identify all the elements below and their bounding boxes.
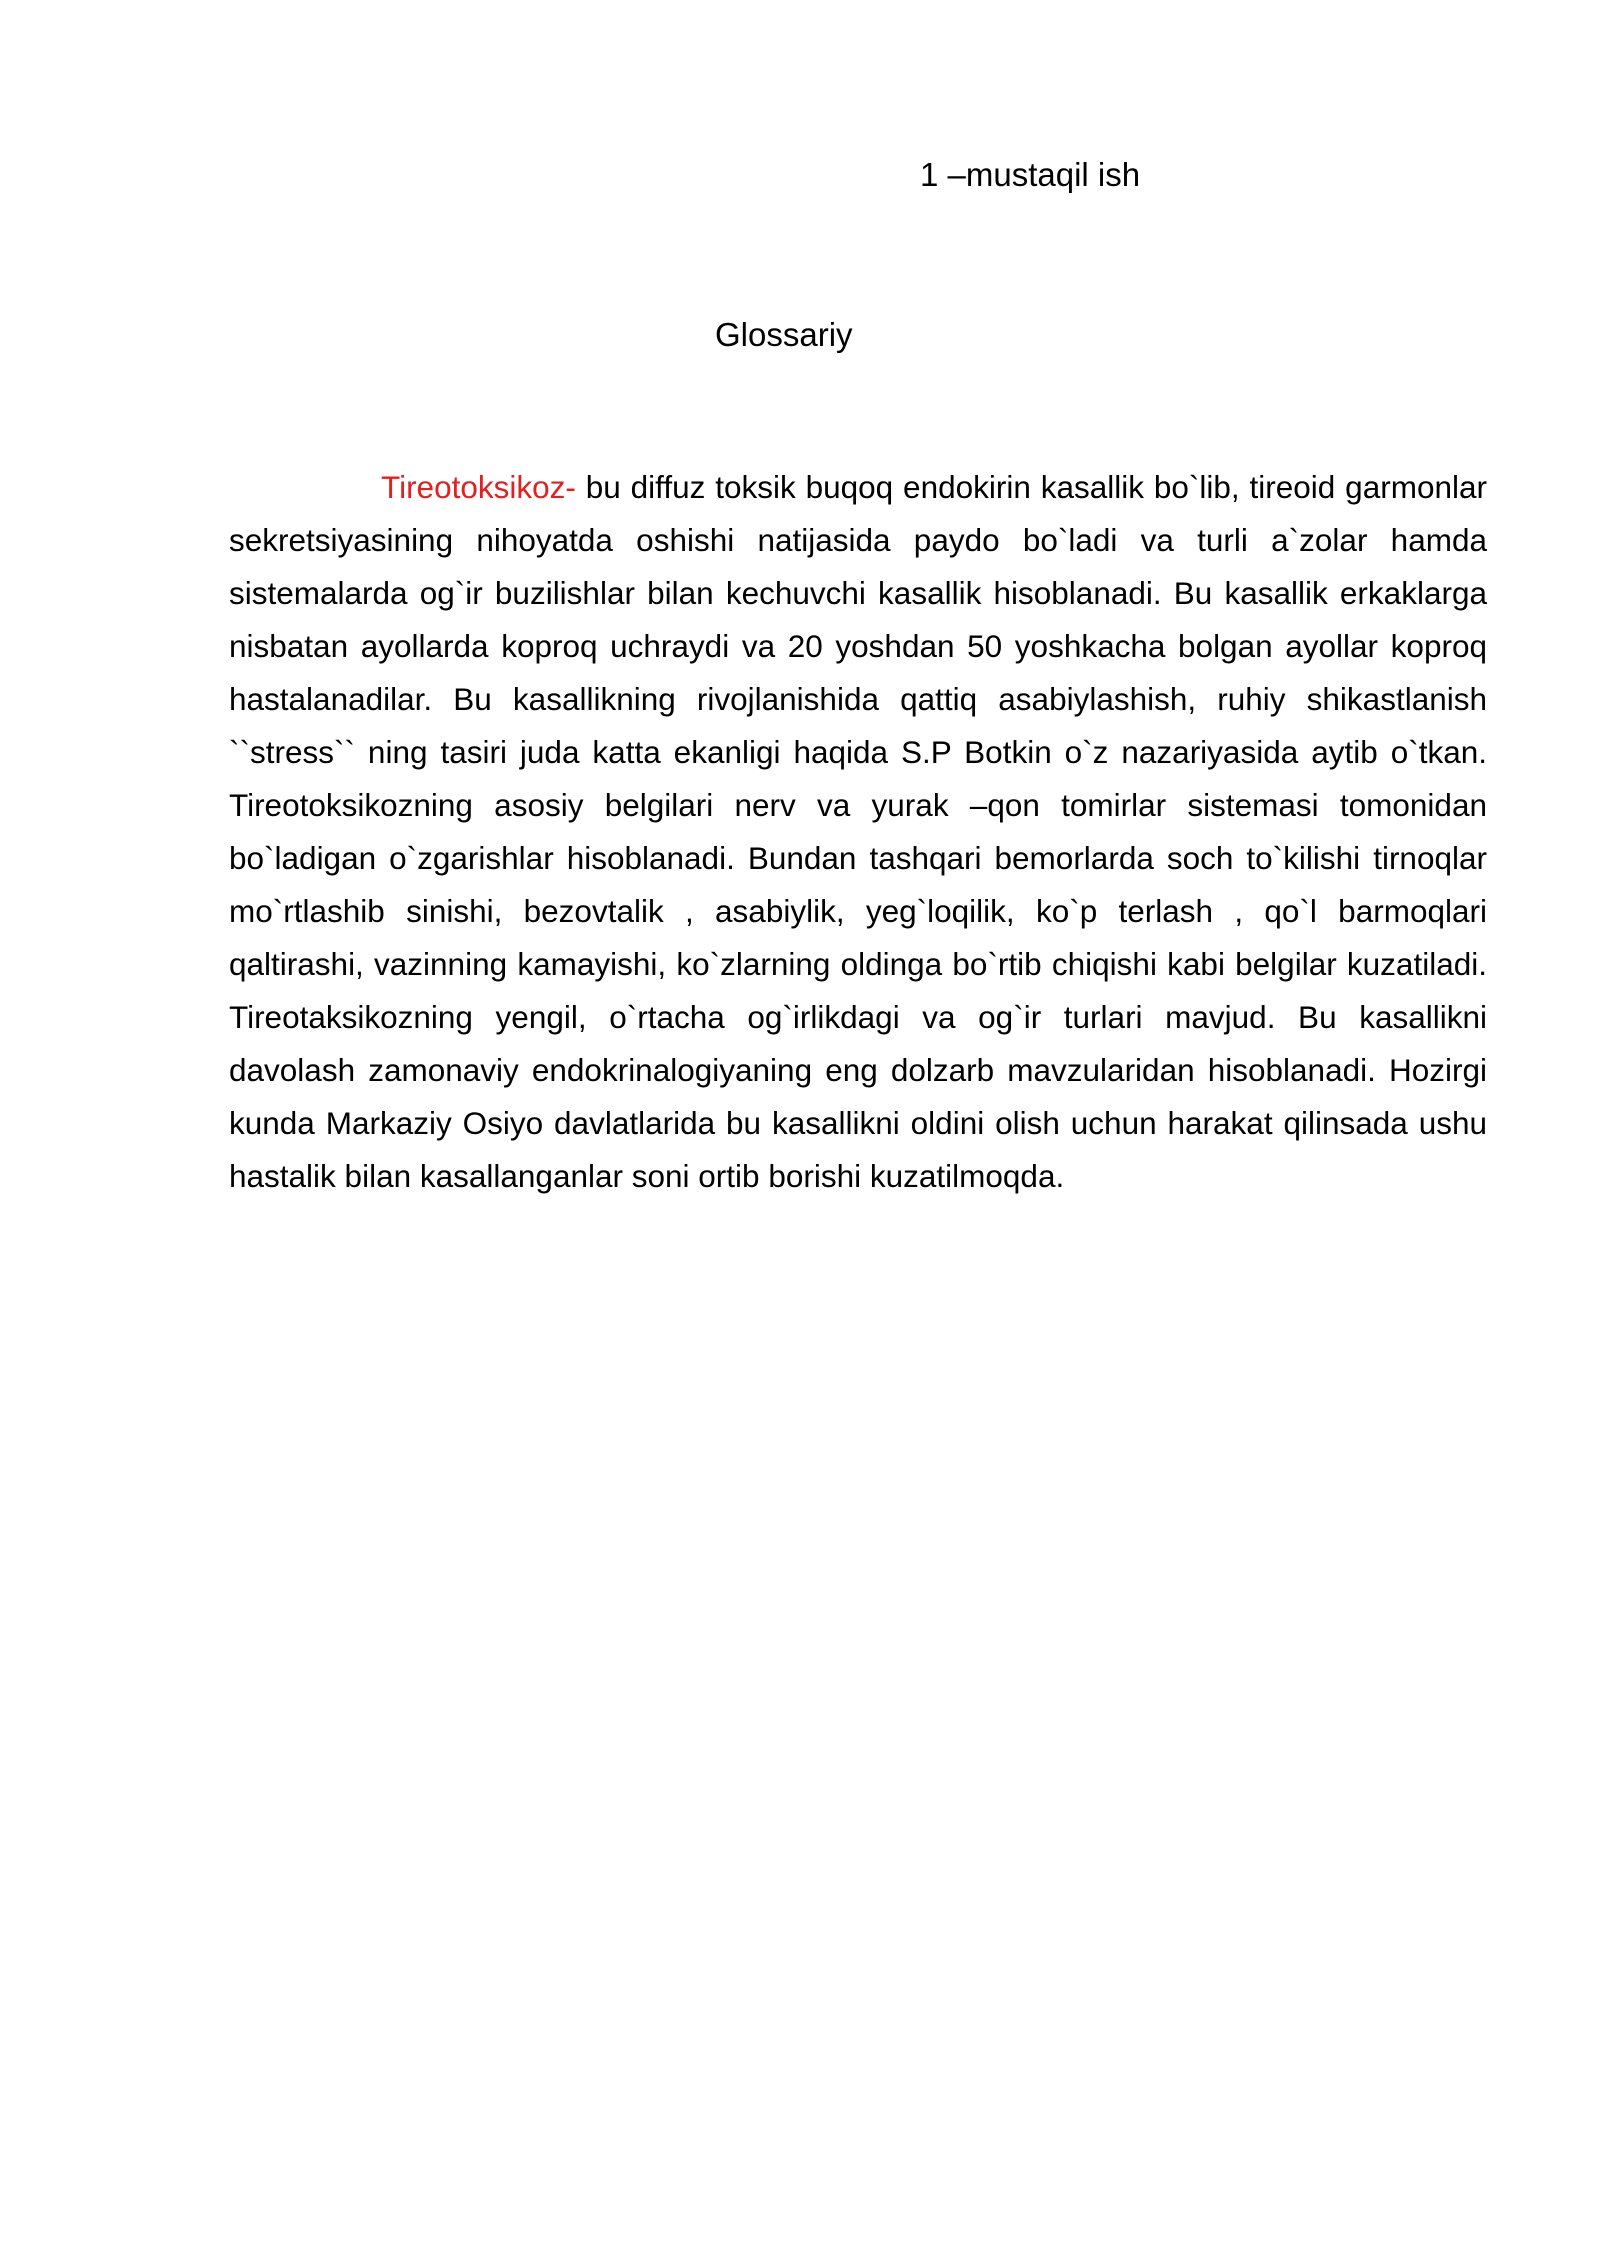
- glossary-entry: [229, 461, 1487, 1203]
- glossary-heading: Glossariy: [715, 316, 853, 353]
- work-title: 1 –mustaqil ish: [920, 156, 1141, 193]
- glossary-definition: bu diffuz toksik buqoq endokirin kasallik bo`lib, tireoid garmonlar sekretsiyasining nihoyatda oshishi natijasida paydo bo`ladi va turli a`zolar hamda sistemalarda og`ir buzilishlar bilan kechuvchi kasallik hisoblanadi. Bu kasallik erkaklarga nisbatan ayollarda koproq uchraydi va 20 yoshdan 50 yoshkacha bolgan ayollar koproq hastalanadilar. Bu kasallikning rivojlanishida qattiq asabiylashish, ruhiy shikastlanish ``stress`` ning tasiri juda katta ekanligi haqida S.P Botkin o`z nazariyasida aytib o`tkan. Tireotoksikozning asosiy belgilari nerv va yurak –qon tomirlar sistemasi tomonidan bo`ladigan o`zgarishlar hisoblanadi. Bundan tashqari bemorlarda soch to`kilishi tirnoqlar mo`rtlashib sinishi, bezovtalik , asabiylik, yeg`loqilik, ko`p terlash , qo`l barmoqlari qaltirashi, vazinning kamayishi, ko`zlarning oldinga bo`rtib chiqishi kabi belgilar kuzatiladi. Tireotaksikozning yengil, o`rtacha og`irlikdagi va og`ir turlari mavjud. Bu kasallikni davolash zamonaviy endokrinalogiyaning eng dolzarb mavzularidan hisoblanadi. Hozirgi kunda Markaziy Osiyo davlatlarida bu kasallikni oldini olish uchun harakat qilinsada ushu hastalik bilan kasallanganlar soni ortib borishi kuzatilmoqda.: [229, 469, 1487, 1194]
- glossary-term: Tireotoksikoz-: [381, 469, 576, 505]
